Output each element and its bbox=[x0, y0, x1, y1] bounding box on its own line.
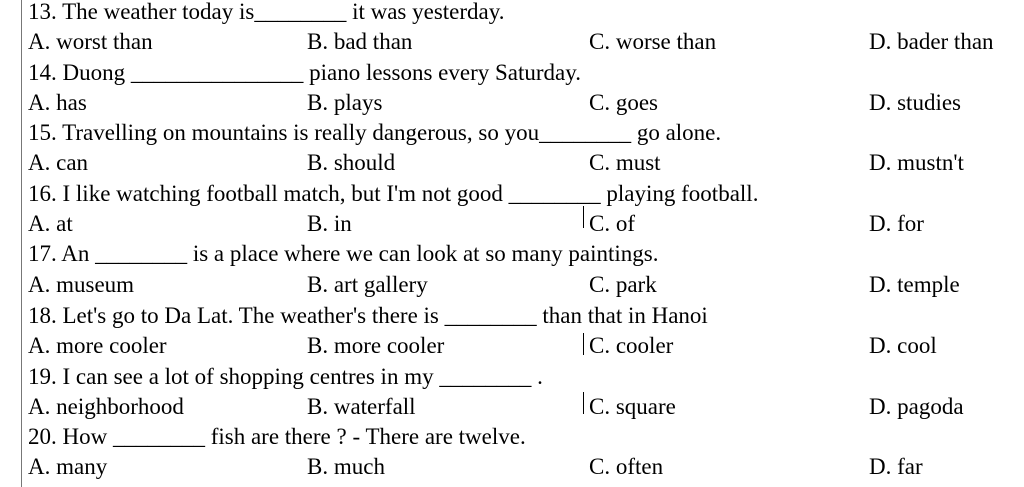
option-b: B. should bbox=[307, 150, 396, 175]
option-c: C. often bbox=[589, 454, 664, 479]
question-19-options bbox=[0, 392, 1024, 422]
option-b: B. plays bbox=[307, 90, 383, 115]
question-15-options bbox=[0, 148, 1024, 178]
option-a: A. can bbox=[28, 150, 89, 175]
option-d: D. studies bbox=[869, 90, 961, 115]
question-16-options bbox=[0, 209, 1024, 239]
option-a: A. many bbox=[28, 454, 108, 479]
option-c: C. square bbox=[589, 394, 676, 419]
option-b: B. more cooler bbox=[307, 333, 445, 358]
question-19 bbox=[0, 362, 1024, 392]
option-a: A. worst than bbox=[28, 29, 153, 54]
option-a: A. neighborhood bbox=[28, 394, 184, 419]
option-a: A. museum bbox=[28, 272, 135, 297]
question-text: 15. Travelling on mountains is really dangerous, so you________ go alone. bbox=[28, 120, 722, 145]
option-c: C. cooler bbox=[589, 333, 674, 358]
question-text: 19. I can see a lot of shopping centres in my ________ . bbox=[28, 364, 543, 389]
question-14 bbox=[0, 58, 1024, 88]
question-16 bbox=[0, 179, 1024, 209]
option-c: C. of bbox=[589, 211, 635, 236]
option-c: C. goes bbox=[589, 90, 658, 115]
question-13 bbox=[0, 0, 1024, 27]
option-a: A. has bbox=[28, 90, 87, 115]
option-a: A. at bbox=[28, 211, 73, 236]
option-d: D. cool bbox=[869, 333, 937, 358]
option-d: D. for bbox=[869, 211, 924, 236]
question-text: 18. Let's go to Da Lat. The weather's there is ________ than that in Hanoi bbox=[28, 303, 708, 328]
question-20-options bbox=[0, 452, 1024, 482]
question-text: 13. The weather today is________ it was yesterday. bbox=[28, 0, 505, 24]
option-d: D. temple bbox=[869, 272, 960, 297]
option-d: D. far bbox=[869, 454, 923, 479]
question-17-options bbox=[0, 270, 1024, 300]
question-text: 17. An ________ is a place where we can look at so many paintings. bbox=[28, 241, 659, 266]
option-d: D. mustn't bbox=[869, 150, 964, 175]
option-d: D. bader than bbox=[869, 29, 994, 54]
question-18 bbox=[0, 301, 1024, 331]
option-c: C. worse than bbox=[589, 29, 717, 54]
option-a: A. more cooler bbox=[28, 333, 167, 358]
option-b: B. waterfall bbox=[307, 394, 416, 419]
option-c: C. must bbox=[589, 150, 661, 175]
question-15 bbox=[0, 118, 1024, 148]
question-17 bbox=[0, 239, 1024, 269]
option-b: B. much bbox=[307, 454, 385, 479]
question-text: 20. How ________ fish are there ? - There are twelve. bbox=[28, 424, 526, 449]
option-d: D. pagoda bbox=[869, 394, 964, 419]
option-b: B. in bbox=[307, 211, 352, 236]
option-b: B. art gallery bbox=[307, 272, 428, 297]
question-20 bbox=[0, 422, 1024, 452]
question-13-options bbox=[0, 27, 1024, 57]
question-18-options bbox=[0, 331, 1024, 361]
question-text: 14. Duong _______________ piano lessons every Saturday. bbox=[28, 60, 581, 85]
option-c: C. park bbox=[589, 272, 657, 297]
question-text: 16. I like watching football match, but I'm not good ________ playing football. bbox=[28, 181, 759, 206]
question-14-options bbox=[0, 88, 1024, 118]
option-b: B. bad than bbox=[307, 29, 413, 54]
